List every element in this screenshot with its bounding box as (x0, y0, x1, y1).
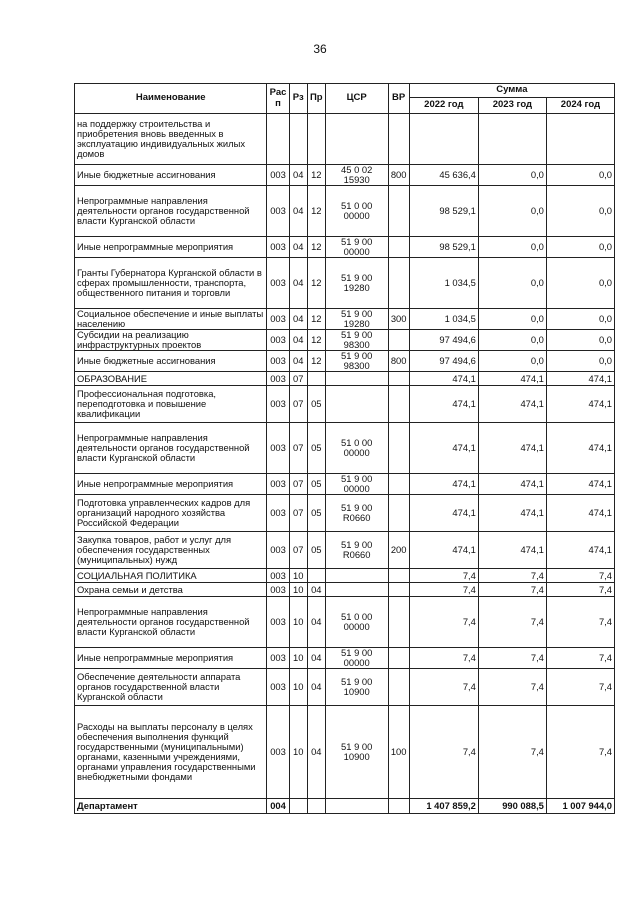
row-pr: 12 (307, 237, 325, 258)
row-name: Расходы на выплаты персоналу в целях обеспечения выполнения функций государственными (муниципальными) органами, казенными учреждениями, органами управления государственными внебюджетными фондами (75, 706, 267, 799)
table-row (75, 423, 615, 474)
row-sum-2024: 474,1 (546, 532, 614, 569)
row-sum-2022: 7,4 (409, 583, 478, 597)
row-sum-2023: 7,4 (478, 669, 546, 706)
table-row (75, 309, 615, 330)
row-sum-2024: 0,0 (546, 258, 614, 309)
row-pr: 12 (307, 258, 325, 309)
row-sum-2023 (478, 114, 546, 165)
row-sum-2024: 474,1 (546, 423, 614, 474)
row-vr: 200 (388, 532, 409, 569)
row-sum-2022 (409, 114, 478, 165)
table-row (75, 258, 615, 309)
row-rz: 10 (289, 669, 307, 706)
row-pr: 05 (307, 532, 325, 569)
row-rz: 07 (289, 495, 307, 532)
row-csr: 51 9 00 00000 (325, 474, 388, 495)
row-csr: 51 0 00 00000 (325, 423, 388, 474)
row-sum-2022: 97 494,6 (409, 351, 478, 372)
row-csr: 51 9 00 00000 (325, 648, 388, 669)
row-sum-2022: 474,1 (409, 474, 478, 495)
row-rz: 04 (289, 186, 307, 237)
row-rz: 10 (289, 706, 307, 799)
row-sum-2024: 0,0 (546, 237, 614, 258)
row-vr (388, 799, 409, 814)
row-rz: 07 (289, 372, 307, 386)
row-pr (307, 799, 325, 814)
row-vr: 800 (388, 351, 409, 372)
table-row (75, 495, 615, 532)
row-sum-2023: 0,0 (478, 165, 546, 186)
row-sum-2024: 474,1 (546, 372, 614, 386)
row-vr (388, 495, 409, 532)
row-sum-2023: 0,0 (478, 351, 546, 372)
row-sum-2024: 1 007 944,0 (546, 799, 614, 814)
row-sum-2024: 7,4 (546, 669, 614, 706)
row-sum-2023: 474,1 (478, 372, 546, 386)
row-rz: 07 (289, 474, 307, 495)
row-sum-2023: 474,1 (478, 495, 546, 532)
row-vr (388, 258, 409, 309)
row-sum-2024: 474,1 (546, 474, 614, 495)
table-body (75, 114, 615, 814)
table-row (75, 532, 615, 569)
row-csr: 51 9 00 19280 (325, 258, 388, 309)
header-year-2022: 2022 год (409, 98, 478, 114)
row-sum-2022: 474,1 (409, 386, 478, 423)
header-year-2023: 2023 год (478, 98, 546, 114)
row-pr: 04 (307, 706, 325, 799)
row-name: Подготовка управленческих кадров для организаций народного хозяйства Российской Федерации (75, 495, 267, 532)
row-name: Иные непрограммные мероприятия (75, 474, 267, 495)
row-name: Непрограммные направления деятельности органов государственной власти Курганской области (75, 186, 267, 237)
header-rasp: Рас п (267, 84, 289, 114)
header-csr: ЦСР (325, 84, 388, 114)
row-csr (325, 583, 388, 597)
table-row (75, 669, 615, 706)
row-sum-2024: 0,0 (546, 165, 614, 186)
row-name: Иные бюджетные ассигнования (75, 165, 267, 186)
row-pr (307, 569, 325, 583)
row-sum-2024: 0,0 (546, 186, 614, 237)
table-row (75, 569, 615, 583)
row-sum-2022: 7,4 (409, 569, 478, 583)
row-vr (388, 237, 409, 258)
row-name: на поддержку строительства и приобретения вновь введенных в эксплуатацию индивидуальных жилых домов (75, 114, 267, 165)
row-sum-2024: 0,0 (546, 351, 614, 372)
header-rz: Рз (289, 84, 307, 114)
page-number: 36 (313, 42, 327, 56)
row-pr: 04 (307, 648, 325, 669)
row-pr: 12 (307, 330, 325, 351)
row-sum-2024: 474,1 (546, 495, 614, 532)
row-sum-2022: 7,4 (409, 706, 478, 799)
row-csr (325, 569, 388, 583)
table-row (75, 799, 615, 814)
row-sum-2023: 474,1 (478, 532, 546, 569)
row-name: Непрограммные направления деятельности органов государственной власти Курганской области (75, 597, 267, 648)
row-name: СОЦИАЛЬНАЯ ПОЛИТИКА (75, 569, 267, 583)
row-csr: 51 9 00 98300 (325, 330, 388, 351)
row-sum-2022: 474,1 (409, 495, 478, 532)
row-sum-2022: 1 034,5 (409, 258, 478, 309)
row-name: Закупка товаров, работ и услуг для обеспечения государственных (муниципальных) нужд (75, 532, 267, 569)
row-sum-2023: 474,1 (478, 474, 546, 495)
row-pr: 04 (307, 583, 325, 597)
row-sum-2024: 7,4 (546, 648, 614, 669)
row-rz: 04 (289, 330, 307, 351)
row-name: Иные непрограммные мероприятия (75, 648, 267, 669)
row-rasp: 004 (267, 799, 289, 814)
row-sum-2023: 0,0 (478, 309, 546, 330)
row-sum-2022: 45 636,4 (409, 165, 478, 186)
row-sum-2022: 98 529,1 (409, 186, 478, 237)
row-rz: 10 (289, 597, 307, 648)
row-rasp: 003 (267, 330, 289, 351)
row-sum-2022: 1 407 859,2 (409, 799, 478, 814)
row-csr (325, 114, 388, 165)
table-row (75, 386, 615, 423)
row-sum-2024: 474,1 (546, 386, 614, 423)
row-rasp: 003 (267, 495, 289, 532)
header-vr: ВР (388, 84, 409, 114)
row-rasp: 003 (267, 648, 289, 669)
row-csr (325, 799, 388, 814)
row-name: Иные бюджетные ассигнования (75, 351, 267, 372)
row-sum-2022: 7,4 (409, 648, 478, 669)
row-rz (289, 114, 307, 165)
row-sum-2024 (546, 114, 614, 165)
row-rasp: 003 (267, 423, 289, 474)
row-sum-2022: 97 494,6 (409, 330, 478, 351)
row-rasp: 003 (267, 372, 289, 386)
row-pr (307, 114, 325, 165)
row-rz: 04 (289, 309, 307, 330)
row-vr: 300 (388, 309, 409, 330)
table-row (75, 648, 615, 669)
row-rasp: 003 (267, 532, 289, 569)
row-vr (388, 669, 409, 706)
row-rasp: 003 (267, 569, 289, 583)
row-rz: 04 (289, 351, 307, 372)
row-sum-2023: 7,4 (478, 706, 546, 799)
table-row (75, 583, 615, 597)
row-sum-2022: 474,1 (409, 532, 478, 569)
row-name: Охрана семьи и детства (75, 583, 267, 597)
row-sum-2023: 7,4 (478, 569, 546, 583)
row-rasp: 003 (267, 237, 289, 258)
row-vr (388, 569, 409, 583)
row-rz (289, 799, 307, 814)
row-sum-2024: 7,4 (546, 583, 614, 597)
row-rz: 10 (289, 648, 307, 669)
row-pr: 05 (307, 423, 325, 474)
row-name: Обеспечение деятельности аппарата органов государственной власти Курганской области (75, 669, 267, 706)
row-rz: 07 (289, 423, 307, 474)
row-rz: 10 (289, 569, 307, 583)
row-name: Иные непрограммные мероприятия (75, 237, 267, 258)
row-csr: 45 0 02 15930 (325, 165, 388, 186)
row-sum-2024: 7,4 (546, 569, 614, 583)
row-csr (325, 372, 388, 386)
row-vr (388, 372, 409, 386)
row-sum-2024: 0,0 (546, 309, 614, 330)
row-rasp: 003 (267, 258, 289, 309)
row-csr: 51 9 00 10900 (325, 706, 388, 799)
row-sum-2023: 7,4 (478, 583, 546, 597)
row-vr (388, 423, 409, 474)
row-sum-2023: 0,0 (478, 186, 546, 237)
row-sum-2023: 990 088,5 (478, 799, 546, 814)
row-name: ОБРАЗОВАНИЕ (75, 372, 267, 386)
table-row (75, 597, 615, 648)
row-csr: 51 9 00 98300 (325, 351, 388, 372)
row-rz: 07 (289, 386, 307, 423)
header-sum: Сумма (409, 84, 614, 98)
header-year-2024: 2024 год (546, 98, 614, 114)
row-vr (388, 597, 409, 648)
row-csr: 51 0 00 00000 (325, 597, 388, 648)
row-name: Непрограммные направления деятельности органов государственной власти Курганской области (75, 423, 267, 474)
row-rasp: 003 (267, 386, 289, 423)
row-rasp: 003 (267, 309, 289, 330)
row-rasp: 003 (267, 351, 289, 372)
header-name: Наименование (75, 84, 267, 114)
row-csr: 51 9 00 R0660 (325, 495, 388, 532)
row-pr: 04 (307, 669, 325, 706)
row-pr: 05 (307, 495, 325, 532)
row-rz: 10 (289, 583, 307, 597)
row-sum-2023: 474,1 (478, 423, 546, 474)
row-name: Гранты Губернатора Курганской области в сферах промышленности, транспорта, общественного питания и торговли (75, 258, 267, 309)
row-pr: 12 (307, 186, 325, 237)
row-sum-2022: 98 529,1 (409, 237, 478, 258)
table-row (75, 351, 615, 372)
row-csr: 51 9 00 10900 (325, 669, 388, 706)
row-vr (388, 386, 409, 423)
row-vr (388, 114, 409, 165)
table-row (75, 237, 615, 258)
row-pr: 05 (307, 386, 325, 423)
table-row (75, 165, 615, 186)
row-vr (388, 330, 409, 351)
table-row (75, 330, 615, 351)
row-sum-2024: 0,0 (546, 330, 614, 351)
row-sum-2024: 7,4 (546, 597, 614, 648)
row-vr (388, 648, 409, 669)
row-pr: 05 (307, 474, 325, 495)
table-row (75, 372, 615, 386)
row-rasp (267, 114, 289, 165)
row-rasp: 003 (267, 583, 289, 597)
row-rasp: 003 (267, 706, 289, 799)
row-rz: 04 (289, 165, 307, 186)
row-csr: 51 0 00 00000 (325, 186, 388, 237)
row-name: Департамент (75, 799, 267, 814)
row-rasp: 003 (267, 597, 289, 648)
row-rz: 04 (289, 258, 307, 309)
row-pr: 04 (307, 597, 325, 648)
row-vr: 800 (388, 165, 409, 186)
row-vr: 100 (388, 706, 409, 799)
row-rasp: 003 (267, 165, 289, 186)
row-pr: 12 (307, 351, 325, 372)
row-csr (325, 386, 388, 423)
row-sum-2022: 7,4 (409, 669, 478, 706)
row-rasp: 003 (267, 474, 289, 495)
row-sum-2023: 474,1 (478, 386, 546, 423)
row-rz: 07 (289, 532, 307, 569)
row-pr: 12 (307, 309, 325, 330)
row-vr (388, 583, 409, 597)
row-sum-2023: 0,0 (478, 237, 546, 258)
row-pr (307, 372, 325, 386)
row-csr: 51 9 00 R0660 (325, 532, 388, 569)
row-csr: 51 9 00 00000 (325, 237, 388, 258)
row-sum-2023: 0,0 (478, 258, 546, 309)
table-row (75, 706, 615, 799)
table-row (75, 114, 615, 165)
row-rz: 04 (289, 237, 307, 258)
row-csr: 51 9 00 19280 (325, 309, 388, 330)
row-sum-2022: 474,1 (409, 423, 478, 474)
row-sum-2023: 7,4 (478, 648, 546, 669)
row-rasp: 003 (267, 186, 289, 237)
table-header (75, 84, 615, 114)
row-name: Социальное обеспечение и иные выплаты населению (75, 309, 267, 330)
row-sum-2022: 474,1 (409, 372, 478, 386)
header-pr: Пр (307, 84, 325, 114)
row-vr (388, 474, 409, 495)
row-sum-2022: 7,4 (409, 597, 478, 648)
row-sum-2022: 1 034,5 (409, 309, 478, 330)
budget-table (74, 83, 615, 814)
row-name: Профессиональная подготовка, переподготовка и повышение квалификации (75, 386, 267, 423)
row-sum-2024: 7,4 (546, 706, 614, 799)
row-rasp: 003 (267, 669, 289, 706)
row-name: Субсидии на реализацию инфраструктурных проектов (75, 330, 267, 351)
row-sum-2023: 0,0 (478, 330, 546, 351)
row-pr: 12 (307, 165, 325, 186)
table-row (75, 474, 615, 495)
row-vr (388, 186, 409, 237)
row-sum-2023: 7,4 (478, 597, 546, 648)
table-row (75, 186, 615, 237)
